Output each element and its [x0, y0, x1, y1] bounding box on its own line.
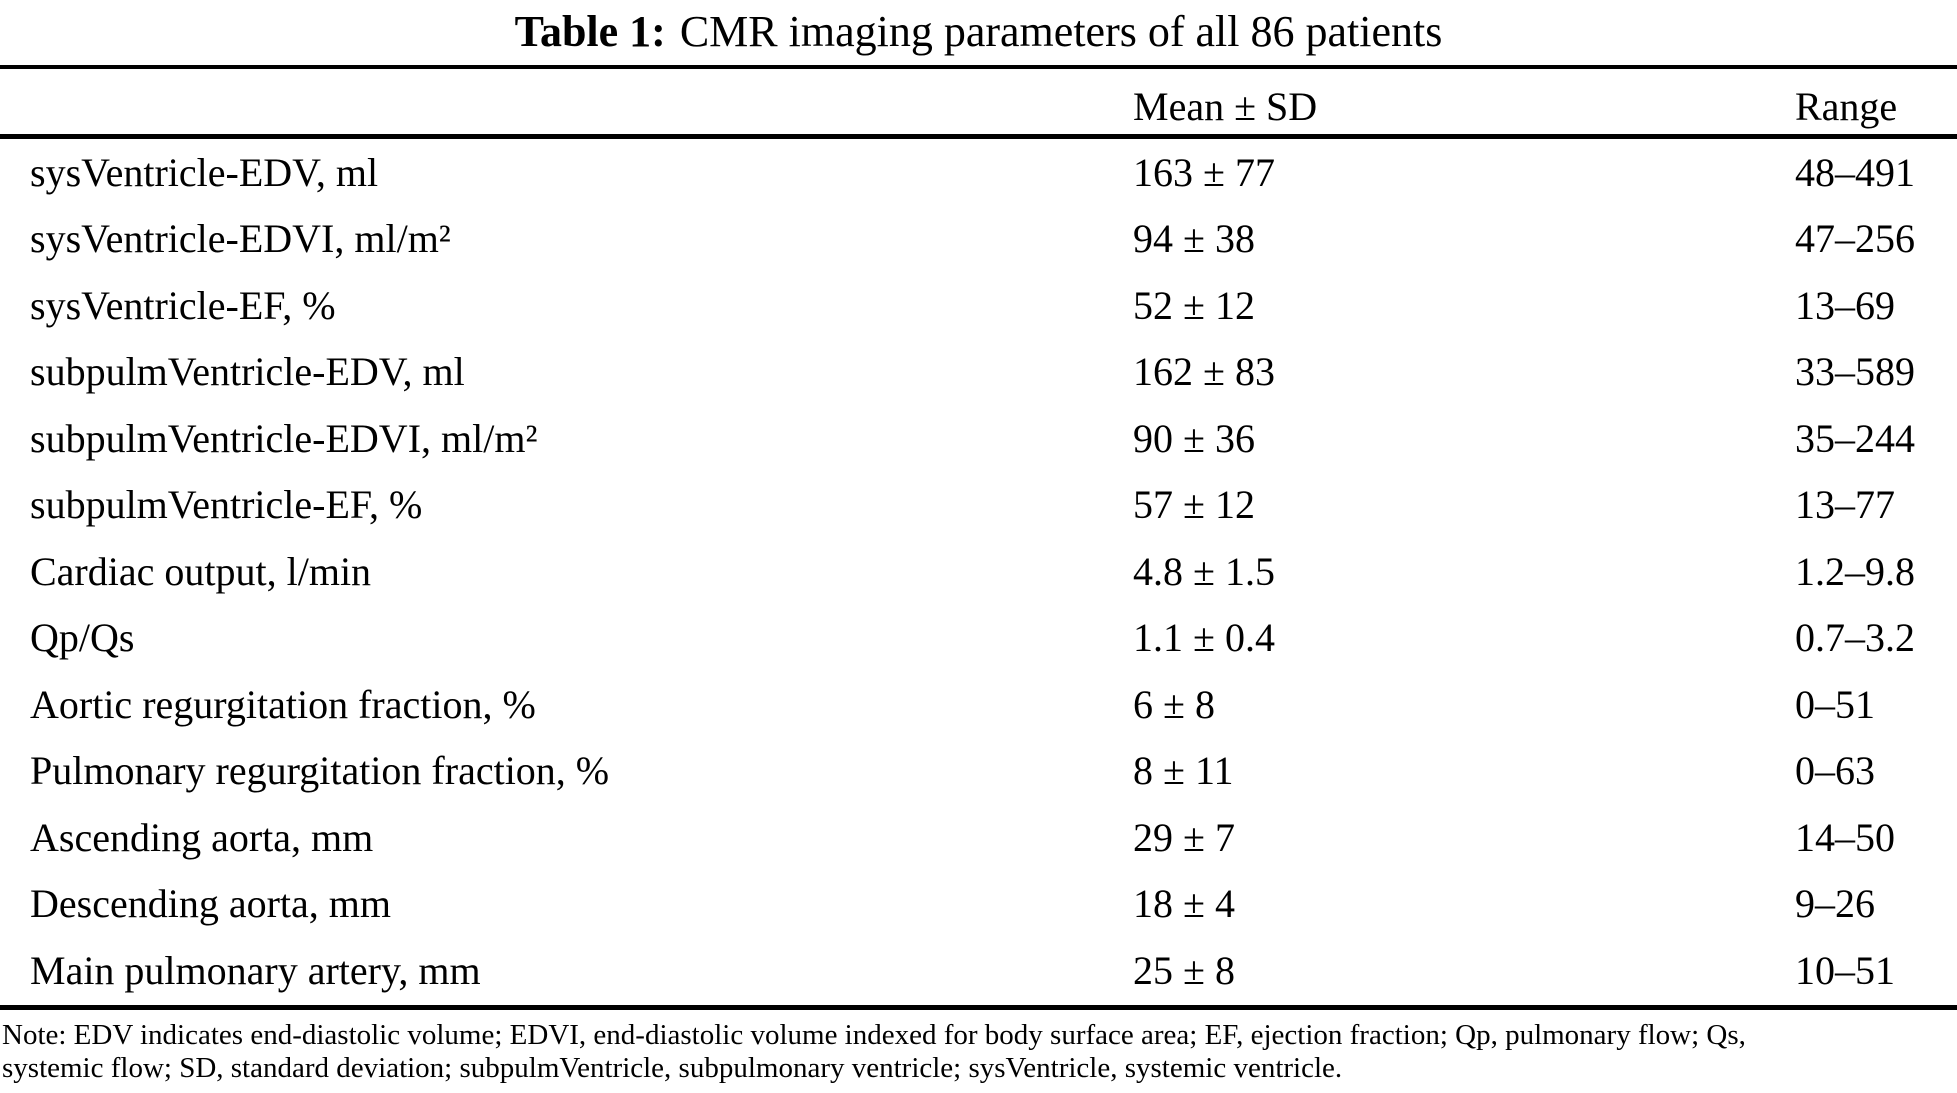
row-label: sysVentricle-EDVI, ml/m² [30, 216, 451, 262]
bottom-rule [0, 1005, 1957, 1010]
row-range: 1.2–9.8 [1795, 548, 1915, 594]
row-range: 10–51 [1795, 947, 1895, 993]
row-label: sysVentricle-EF, % [30, 282, 336, 328]
top-rule [0, 65, 1957, 69]
row-mean: 94 ± 38 [1133, 216, 1255, 262]
row-range: 0–63 [1795, 748, 1875, 794]
table-caption-text: CMR imaging parameters of all 86 patients [679, 7, 1443, 56]
table-row [0, 472, 1957, 539]
row-label: Cardiac output, l/min [30, 548, 372, 594]
row-range: 13–77 [1795, 482, 1895, 528]
row-label: Aortic regurgitation fraction, % [30, 681, 536, 727]
row-range: 35–244 [1795, 415, 1915, 461]
table-row [0, 804, 1957, 871]
table-row [0, 139, 1957, 206]
table-row [0, 605, 1957, 672]
row-label: Ascending aorta, mm [30, 814, 374, 860]
row-mean: 25 ± 8 [1133, 947, 1235, 993]
row-label: Pulmonary regurgitation fraction, % [30, 748, 610, 794]
row-label: sysVentricle-EDV, ml [30, 149, 379, 195]
row-mean: 29 ± 7 [1133, 814, 1235, 860]
row-mean: 162 ± 83 [1133, 349, 1275, 395]
row-label: Qp/Qs [30, 615, 135, 661]
row-range: 9–26 [1795, 881, 1875, 927]
row-label: Main pulmonary artery, mm [30, 947, 481, 993]
table-row [0, 339, 1957, 406]
row-mean: 57 ± 12 [1133, 482, 1255, 528]
row-mean: 4.8 ± 1.5 [1133, 548, 1275, 594]
row-range: 13–69 [1795, 282, 1895, 328]
table-row [0, 272, 1957, 339]
row-mean: 1.1 ± 0.4 [1133, 615, 1275, 661]
row-label: subpulmVentricle-EDVI, ml/m² [30, 415, 538, 461]
row-label: subpulmVentricle-EDV, ml [30, 349, 465, 395]
footnote-line-2: systemic flow; SD, standard deviation; subpulmVentricle, subpulmonary ventricle; sysVentricle, systemic ventricle. [2, 1052, 1343, 1084]
row-mean: 52 ± 12 [1133, 282, 1255, 328]
row-range: 33–589 [1795, 349, 1915, 395]
row-mean: 163 ± 77 [1133, 149, 1275, 195]
table-row [0, 738, 1957, 805]
table-row [0, 538, 1957, 605]
row-mean: 8 ± 11 [1133, 748, 1234, 794]
row-mean: 18 ± 4 [1133, 881, 1235, 927]
table-body [0, 139, 1957, 1004]
table-row [0, 671, 1957, 738]
column-header-mean-sd: Mean ± SD [1133, 84, 1318, 129]
table-row [0, 937, 1957, 1004]
row-label: Descending aorta, mm [30, 881, 391, 927]
row-mean: 90 ± 36 [1133, 415, 1255, 461]
table-row [0, 871, 1957, 938]
table-caption-number: Table 1: [514, 7, 666, 56]
row-range: 14–50 [1795, 814, 1895, 860]
row-label: subpulmVentricle-EF, % [30, 482, 423, 528]
table-row [0, 206, 1957, 273]
row-mean: 6 ± 8 [1133, 681, 1215, 727]
row-range: 48–491 [1795, 149, 1915, 195]
row-range: 0–51 [1795, 681, 1875, 727]
row-range: 0.7–3.2 [1795, 615, 1915, 661]
column-header-range: Range [1795, 84, 1898, 129]
table-row [0, 405, 1957, 472]
table-footnote [2, 1019, 1957, 1085]
footnote-line-1: Note: EDV indicates end-diastolic volume; EDVI, end-diastolic volume indexed for body surface area; EF, ejection fraction; Qp, pulmonary flow; Qs, [2, 1019, 1746, 1051]
table-caption [0, 4, 1957, 60]
row-range: 47–256 [1795, 216, 1915, 262]
